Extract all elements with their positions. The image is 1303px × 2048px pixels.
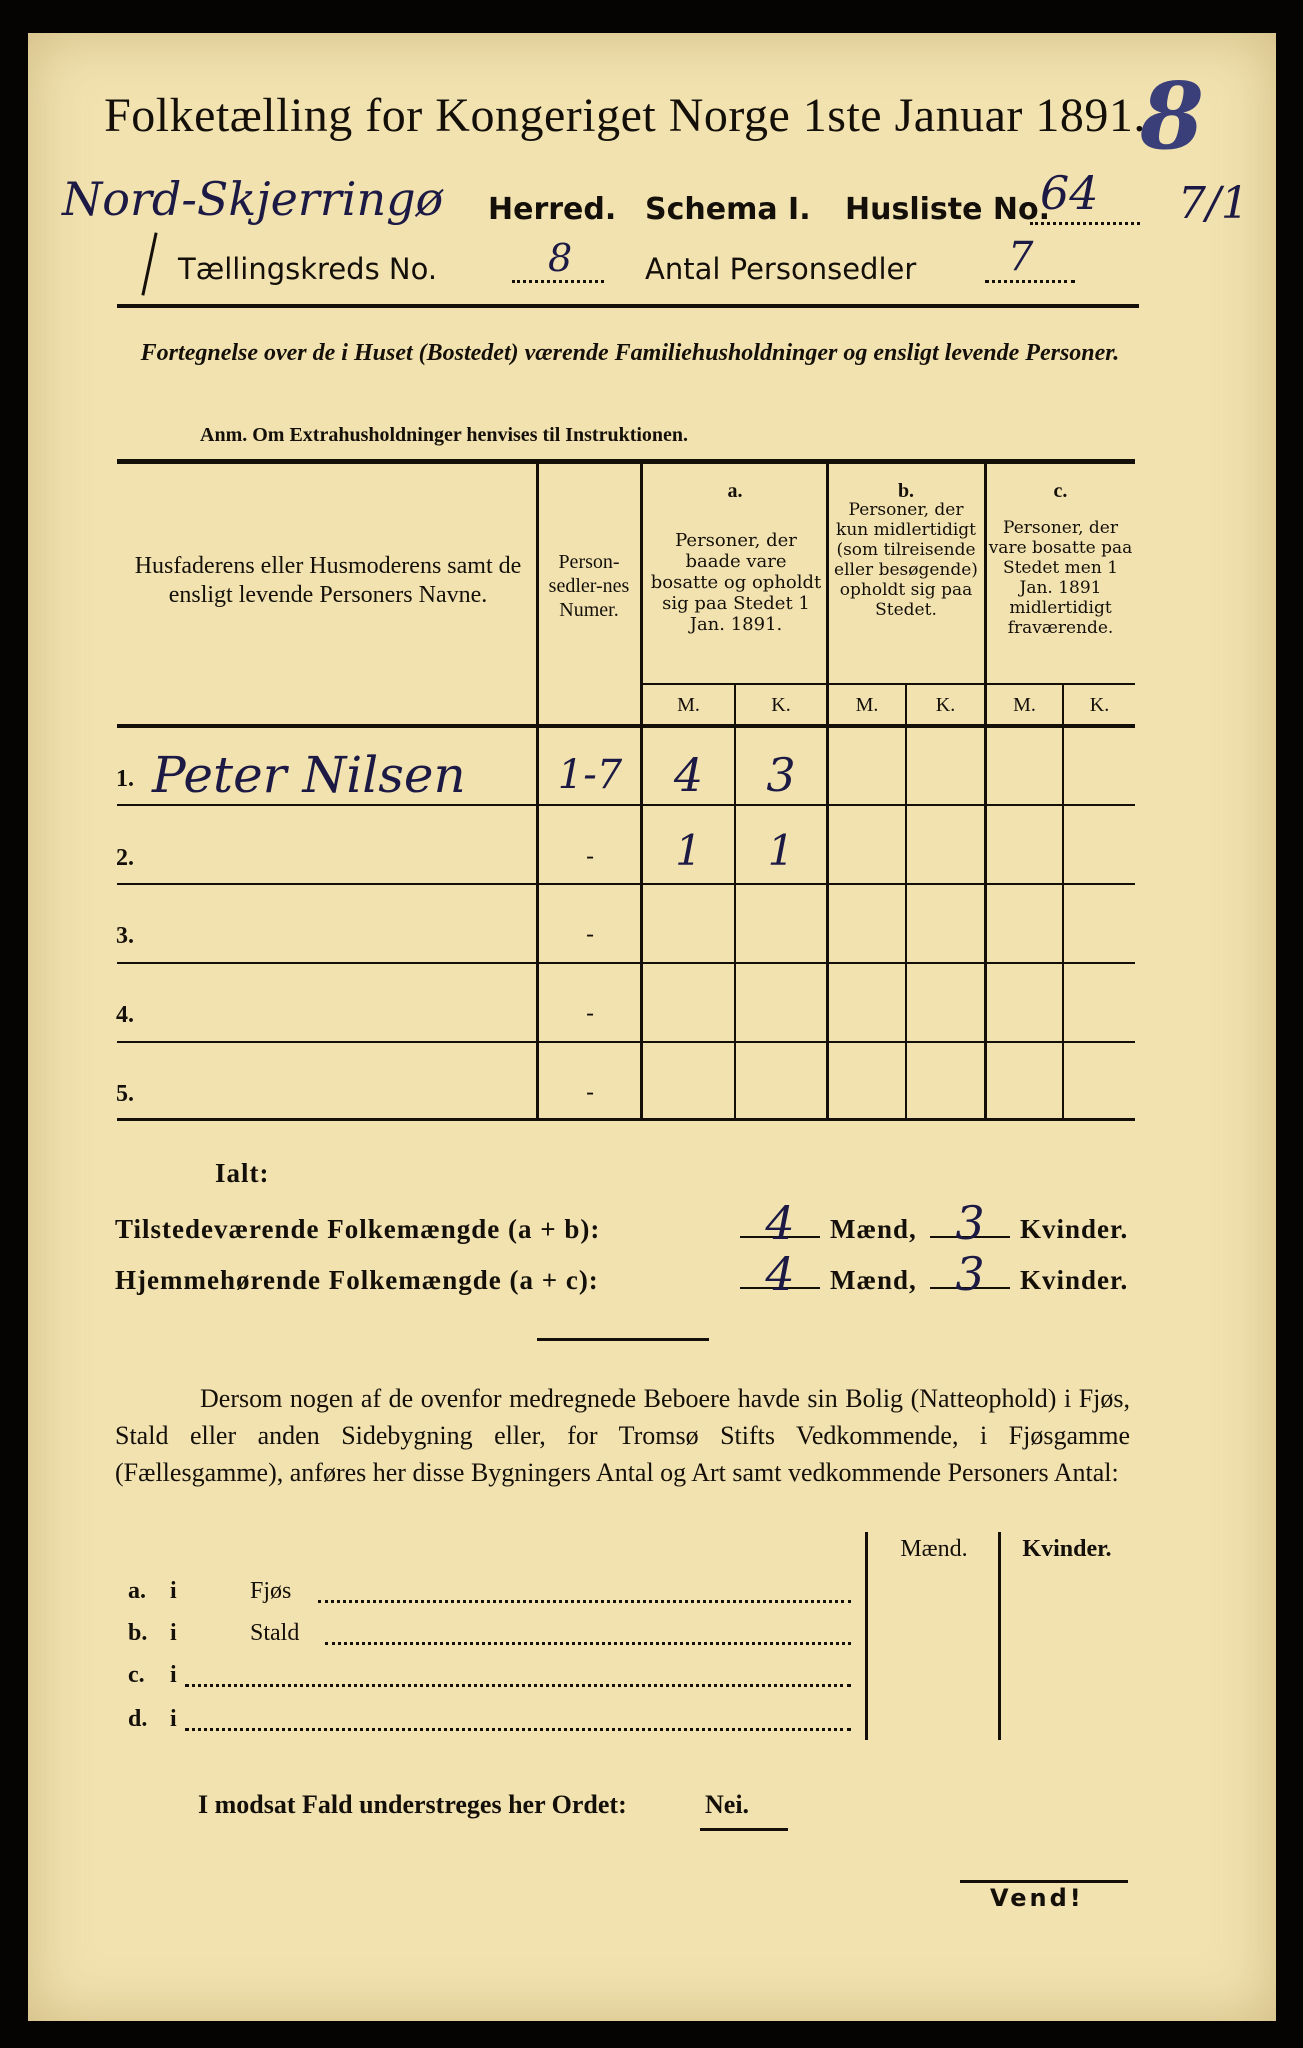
modsat-text: I modsat Fald understreges her Ordet: bbox=[198, 1790, 627, 1819]
corner-mark: 8 bbox=[1140, 62, 1205, 170]
row-rule-4 bbox=[117, 1041, 1135, 1043]
a-m-header: M. bbox=[677, 694, 700, 716]
table-top-rule bbox=[117, 459, 1135, 464]
row-2-numer: - bbox=[585, 842, 595, 870]
husliste-dots bbox=[1030, 222, 1140, 225]
table-bottom-rule bbox=[117, 1118, 1135, 1121]
herred-label: Herred. bbox=[488, 192, 617, 227]
col-a-letter: a. bbox=[727, 480, 743, 502]
form-title: Folketælling for Kongeriget Norge 1ste Januar 1891. bbox=[104, 89, 1146, 142]
side-note: 7/1 bbox=[1178, 178, 1249, 229]
col-rule-1 bbox=[536, 464, 539, 1118]
building-a-i: i bbox=[170, 1578, 177, 1604]
row-1-numer: 1-7 bbox=[557, 752, 623, 798]
col-b-letter: b. bbox=[897, 480, 915, 502]
building-d-letter: d. bbox=[128, 1706, 148, 1732]
hjemme-kvinder: 3 bbox=[955, 1247, 985, 1301]
building-a-dots bbox=[318, 1600, 851, 1603]
sidebygning-paragraph: Dersom nogen af de ovenfor medregnede Beboere havde sin Bolig (Natteophold) i Fjøs, Stald eller anden Sidebygning eller, for Tromsø Stifts Vedkommende, i Fjøsgamme (Fællesgamme), anføres her disse Bygningers Antal og Art samt vedkommende Personers Antal: bbox=[115, 1384, 1130, 1487]
row-5-num: 5. bbox=[116, 1081, 134, 1107]
row-4-num: 4. bbox=[116, 1002, 134, 1028]
row-3-num: 3. bbox=[116, 923, 134, 949]
row-rule-3 bbox=[117, 962, 1135, 964]
husliste-value: 64 bbox=[1040, 166, 1099, 220]
col-name-header: Husfaderens eller Husmoderens samt de ensligt levende Personers Navne. bbox=[134, 553, 522, 608]
building-c-i: i bbox=[170, 1662, 177, 1688]
col-c-header: Personer, der vare bosatte paa Stedet men 1 Jan. 1891 midlertidigt fraværende. bbox=[988, 518, 1133, 638]
col-c-letter: c. bbox=[1053, 480, 1068, 502]
tilstede-label: Tilstedeværende Folkemængde (a + b): bbox=[115, 1214, 601, 1244]
row-4-numer: - bbox=[585, 999, 595, 1027]
row-rule-1 bbox=[117, 804, 1135, 806]
c-m-header: M. bbox=[1013, 694, 1036, 716]
building-b-i: i bbox=[170, 1620, 177, 1646]
building-b-letter: b. bbox=[128, 1620, 148, 1646]
tilstede-kvinder: 3 bbox=[955, 1196, 985, 1250]
ialt-label: Ialt: bbox=[215, 1158, 270, 1188]
table-head-rule bbox=[117, 724, 1135, 728]
row-1-name: Peter Nilsen bbox=[152, 746, 466, 804]
row-2-num: 2. bbox=[116, 845, 134, 871]
building-c-letter: c. bbox=[128, 1662, 145, 1688]
row-1-a-k: 3 bbox=[766, 748, 796, 802]
antal-dots bbox=[985, 280, 1075, 283]
husliste-label: Husliste No. bbox=[845, 192, 1050, 227]
row-1-a-m: 4 bbox=[673, 748, 704, 802]
col-b-header: Personer, der kun midlertidigt (som tilreisende eller besøgende) opholdt sig paa Stedet. bbox=[834, 500, 978, 620]
building-d-i: i bbox=[170, 1706, 177, 1732]
buildings-kvinder-header: Kvinder. bbox=[1022, 1536, 1112, 1562]
header-rule bbox=[117, 304, 1139, 308]
col-rule-4 bbox=[984, 464, 987, 1118]
building-a-letter: a. bbox=[128, 1578, 146, 1604]
col-numer-header: Person-sedler-nes Numer. bbox=[548, 551, 630, 621]
nei-underline bbox=[700, 1828, 788, 1831]
vend-rule bbox=[960, 1880, 1128, 1883]
tilstede-maend-word: Mænd, bbox=[830, 1214, 917, 1244]
a-k-header: K. bbox=[771, 694, 791, 716]
schema-label: Schema I. bbox=[645, 192, 811, 227]
section-divider bbox=[537, 1338, 709, 1341]
row-2-a-k: 1 bbox=[767, 826, 795, 875]
anm-note: Anm. Om Extrahusholdninger henvises til Instruktionen. bbox=[200, 424, 689, 446]
census-form-sheet bbox=[28, 33, 1276, 2021]
building-a-label: Fjøs bbox=[250, 1578, 292, 1604]
buildings-rule-2 bbox=[998, 1532, 1001, 1740]
building-d-dots bbox=[185, 1728, 851, 1731]
b-k-header: K. bbox=[935, 694, 956, 716]
buildings-rule-1 bbox=[865, 1532, 868, 1740]
hjemme-maend-word: Mænd, bbox=[830, 1265, 917, 1295]
tilstede-maend: 4 bbox=[765, 1196, 795, 1250]
building-c-dots bbox=[185, 1684, 851, 1687]
row-3-numer: - bbox=[585, 920, 595, 948]
col-rule-b bbox=[905, 683, 907, 1118]
row-rule-2 bbox=[117, 883, 1135, 885]
tilstede-kvinder-word: Kvinder. bbox=[1020, 1214, 1129, 1244]
taellingskreds-value: 8 bbox=[548, 236, 573, 280]
row-1-num: 1. bbox=[116, 766, 134, 792]
c-k-header: K. bbox=[1089, 694, 1110, 716]
hjemme-label: Hjemmehørende Folkemængde (a + c): bbox=[115, 1265, 599, 1295]
vend-text: Vend! bbox=[990, 1884, 1084, 1912]
building-b-label: Stald bbox=[250, 1620, 300, 1646]
antal-value: 7 bbox=[1008, 234, 1034, 280]
form-caption: Fortegnelse over de i Huset (Bostedet) værende Familiehusholdninger og ensligt levende Personer. bbox=[140, 340, 1120, 366]
taellingskreds-label: Tællingskreds No. bbox=[178, 252, 438, 286]
taellingskreds-dots bbox=[512, 280, 604, 283]
herred-value: Nord-Skjerringø bbox=[62, 172, 444, 226]
row-2-a-m: 1 bbox=[675, 826, 702, 875]
buildings-maend-header: Mænd. bbox=[900, 1536, 968, 1562]
b-m-header: M. bbox=[855, 694, 879, 716]
col-rule-3 bbox=[826, 464, 829, 1118]
hjemme-kvinder-word: Kvinder. bbox=[1020, 1265, 1129, 1295]
col-a-header: Personer, der baade vare bosatte og opholdt sig paa Stedet 1 Jan. 1891. bbox=[650, 530, 822, 635]
nei-word: Nei. bbox=[705, 1790, 750, 1819]
building-b-dots bbox=[325, 1642, 851, 1645]
row-5-numer: - bbox=[585, 1078, 595, 1106]
antal-label: Antal Personsedler bbox=[645, 252, 917, 286]
hjemme-maend: 4 bbox=[765, 1247, 795, 1301]
mk-rule bbox=[640, 683, 1135, 685]
col-rule-c bbox=[1062, 683, 1064, 1118]
